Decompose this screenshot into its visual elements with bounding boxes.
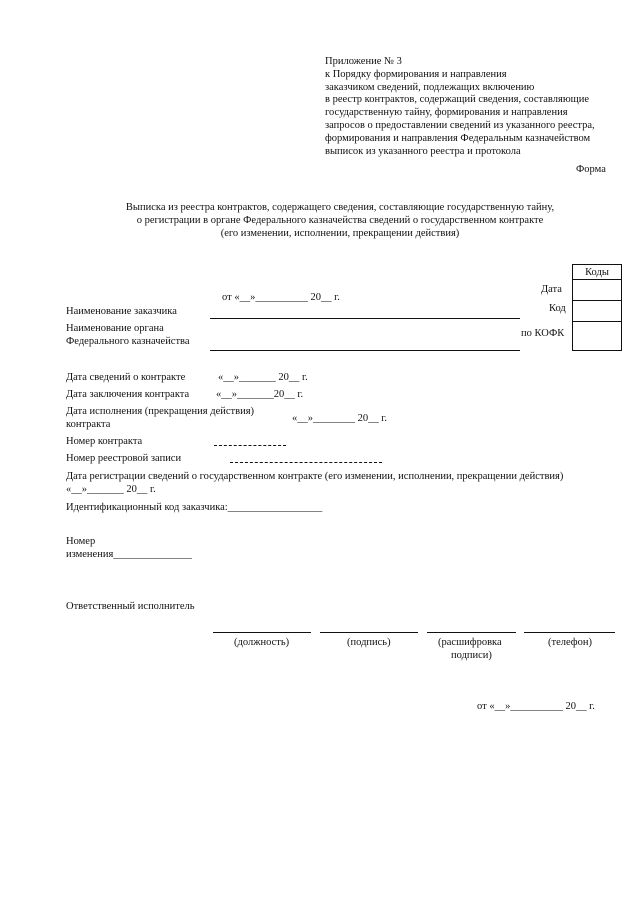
decoding-line[interactable] (427, 632, 516, 633)
appendix-line: к Порядку формирования и направления (325, 68, 507, 80)
appendix-line: выписок из указанного реестра и протокола (325, 145, 521, 157)
decoding-caption-line2: подписи) (451, 650, 492, 661)
appendix-line: государственную тайну, формирования и направления (325, 107, 568, 119)
appendix-line: в реестр контрактов, содержащий сведения, составляющие (325, 94, 590, 106)
appendix-line: формирования и направления Федеральным казначейством (325, 132, 591, 144)
registry-number-label: Номер реестровой записи (66, 453, 182, 464)
registration-date-value[interactable]: «__»_______ 20__ г. (66, 484, 156, 495)
change-number-line1: Номер (66, 536, 96, 547)
signature-caption: (подпись) (347, 637, 391, 648)
contract-info-date-value[interactable]: «__»_______ 20__ г. (218, 372, 308, 383)
treasury-label-line2: Федерального казначейства (66, 336, 190, 347)
conclusion-date-label: Дата заключения контракта (66, 389, 190, 400)
appendix-header (325, 56, 630, 158)
customer-name-line[interactable] (210, 318, 520, 319)
change-number-line2[interactable]: изменения_______________ (66, 549, 193, 560)
responsible-label: Ответственный исполнитель (66, 601, 195, 612)
position-caption: (должность) (234, 637, 290, 648)
contract-info-date-label: Дата сведений о контракте (66, 372, 186, 383)
contract-number-line[interactable] (214, 445, 286, 446)
codes-kofk-label: по КОФК (521, 328, 565, 339)
codes-date-label: Дата (541, 284, 562, 295)
codes-date-cell[interactable] (573, 280, 622, 301)
codes-code-cell[interactable] (573, 301, 622, 322)
appendix-line: заказчиком сведений, подлежащих включению (325, 81, 535, 93)
signature-line[interactable] (320, 632, 418, 633)
document-title (60, 201, 620, 240)
appendix-line: Приложение № 3 (325, 56, 402, 67)
contract-number-label: Номер контракта (66, 436, 143, 447)
codes-code-label: Код (549, 303, 566, 314)
decoding-caption-line1: (расшифровка (438, 637, 502, 648)
codes-table (572, 264, 622, 351)
phone-caption: (телефон) (548, 637, 592, 648)
conclusion-date-value[interactable]: «__»_______20__ г. (216, 389, 304, 400)
appendix-line: запросов о предоставлении сведений из указанного реестра, (325, 119, 595, 131)
execution-date-label-line1: Дата исполнения (прекращения действия) (66, 406, 255, 417)
title-line: (его изменении, исполнении, прекращении действия) (220, 228, 460, 239)
codes-kofk-cell[interactable] (573, 322, 622, 351)
customer-name-label: Наименование заказчика (66, 306, 177, 317)
customer-id-code[interactable]: Идентификационный код заказчика:__________________ (66, 502, 323, 513)
bottom-date[interactable]: от «__»__________ 20__ г. (477, 701, 595, 712)
execution-date-label-line2: контракта (66, 419, 111, 430)
form-label: Форма (576, 164, 606, 175)
phone-line[interactable] (524, 632, 615, 633)
codes-header: Коды (573, 265, 622, 280)
header-date[interactable]: от «__»__________ 20__ г. (222, 292, 340, 303)
treasury-label-line1: Наименование органа (66, 323, 164, 334)
execution-date-value[interactable]: «__»________ 20__ г. (292, 413, 387, 424)
title-line: Выписка из реестра контрактов, содержащего сведения, составляющие государственную тайну, (125, 202, 555, 213)
registry-number-line[interactable] (230, 462, 382, 463)
treasury-name-line[interactable] (210, 350, 520, 351)
position-line[interactable] (213, 632, 311, 633)
registration-date-label: Дата регистрации сведений о государственном контракте (его изменении, исполнении, прекращении действия) (66, 471, 564, 482)
title-line: о регистрации в органе Федерального казначейства сведений о государственном контракте (136, 215, 544, 226)
